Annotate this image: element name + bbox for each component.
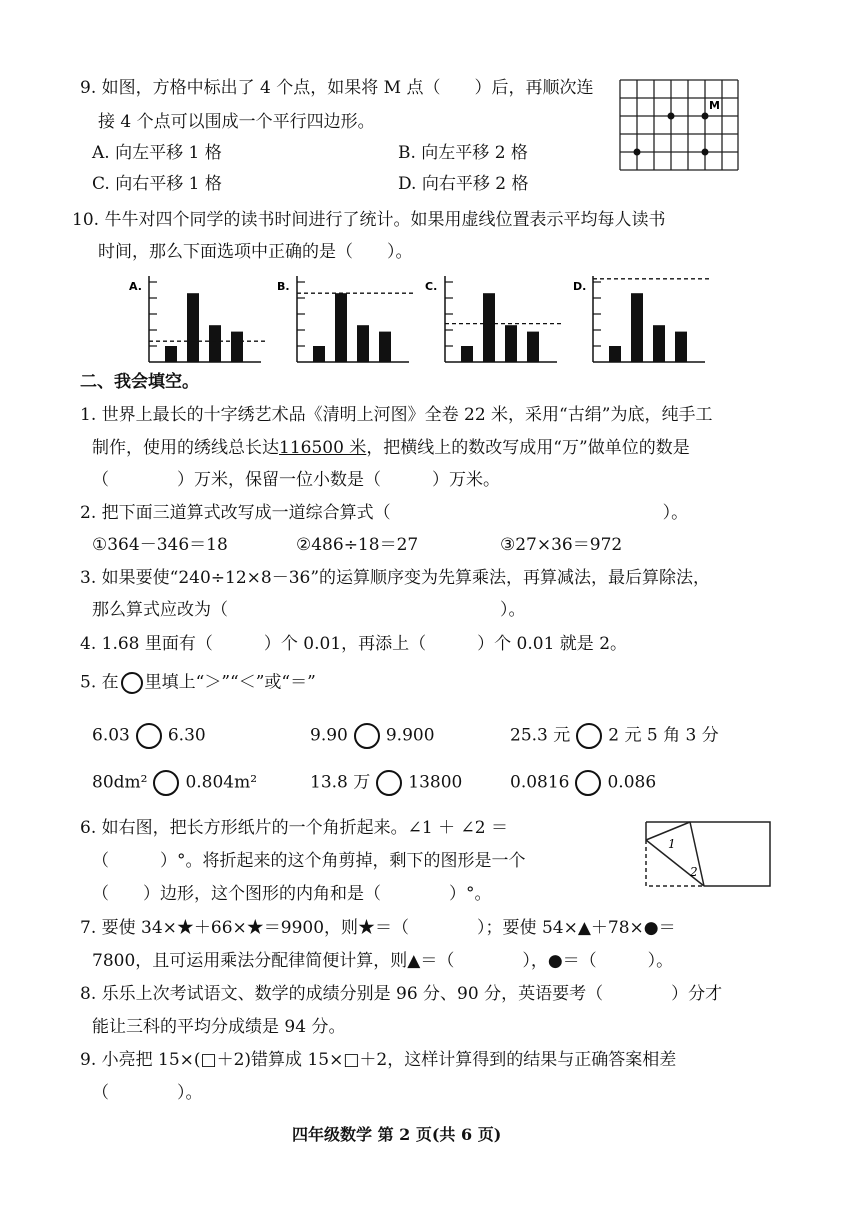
compare-right: 2 元 5 角 3 分 <box>608 725 719 746</box>
compare-right: 13800 <box>408 772 463 793</box>
choice-q9-option-c[interactable]: C. 向右平移 1 格 <box>92 174 222 194</box>
page-footer: 四年级数学 第 2 页(共 6 页) <box>292 1125 502 1144</box>
fill-q9-line1: 9. 小亮把 15×(□＋2)错算成 15×□＋2，这样计算得到的结果与正确答案相差 <box>80 1050 677 1070</box>
choice-q9-option-a[interactable]: A. 向左平移 1 格 <box>92 143 222 163</box>
fill-q4-line1[interactable]: 4. 1.68 里面有（ ）个 0.01，再添上（ ）个 0.01 就是 2。 <box>80 634 628 654</box>
compare-circle[interactable] <box>153 770 179 796</box>
fill-q1-underlined-number: 116500 米 <box>279 438 367 458</box>
fill-q2-expr3: ③27×36＝972 <box>500 535 623 555</box>
fill-q1-line2 <box>92 440 690 457</box>
fill-q2-line1[interactable]: 2. 把下面三道算式改写成一道综合算式（ ）。 <box>80 503 689 523</box>
grid-point <box>634 149 641 156</box>
bar <box>505 325 517 362</box>
fill-q3-line1: 3. 如果要使“240÷12×8－36”的运算顺序变为先算乘法，再算减法，最后算除法， <box>80 568 711 588</box>
angle-1-label: 1 <box>668 837 676 851</box>
bar <box>209 325 221 362</box>
compare-item <box>92 723 206 749</box>
fill-q7-line2[interactable]: 7800，且可运用乘法分配律简便计算，则▲＝（ ），●＝（ ）。 <box>92 951 674 971</box>
fill-q1-text-a: 制作，使用的绣线总长达 <box>92 438 279 458</box>
fill-q8-line1[interactable]: 8. 乐乐上次考试语文、数学的成绩分别是 96 分、90 分，英语要考（ ）分才 <box>80 984 723 1004</box>
bar <box>461 346 473 362</box>
compare-left: 13.8 万 <box>310 772 371 793</box>
fill-q2-expr2: ②486÷18＝27 <box>296 535 419 555</box>
q10-option-label: A. <box>129 280 142 293</box>
choice-q10-line1: 10. 牛牛对四个同学的读书时间进行了统计。如果用虚线位置表示平均每人读书 <box>72 210 666 230</box>
fill-q6-line1: 6. 如右图，把长方形纸片的一个角折起来。∠1 ＋ ∠2 ＝ <box>80 818 508 838</box>
compare-item <box>510 770 656 796</box>
q10-chart-b[interactable] <box>277 276 413 362</box>
fill-q5-post: 里填上“＞”“＜”或“＝” <box>144 672 316 693</box>
choice-q9-option-b[interactable]: B. 向左平移 2 格 <box>398 143 528 163</box>
q10-charts <box>125 270 725 370</box>
compare-item <box>310 770 462 796</box>
compare-right: 9.900 <box>385 725 435 746</box>
fill-q2-expr1: ①364－346＝18 <box>92 535 228 555</box>
bar <box>483 293 495 362</box>
compare-circle[interactable] <box>136 723 162 749</box>
compare-circle[interactable] <box>354 723 380 749</box>
fill-q9-line2[interactable]: （ ）。 <box>92 1083 203 1103</box>
q10-chart-c[interactable] <box>425 276 561 362</box>
compare-left: 9.90 <box>310 725 348 746</box>
compare-circle[interactable] <box>575 770 601 796</box>
compare-right: 0.804m² <box>185 772 258 793</box>
compare-item <box>310 723 435 749</box>
q10-option-label: C. <box>425 280 438 293</box>
fill-q7-line1[interactable]: 7. 要使 34×★＋66×★＝9900，则★＝（ ）；要使 54×▲＋78×●＝ <box>80 918 676 938</box>
fill-q3-line2[interactable]: 那么算式应改为（ ）。 <box>92 600 526 620</box>
compare-circle[interactable] <box>376 770 402 796</box>
q10-option-label: D. <box>573 280 587 293</box>
grid-figure <box>612 70 752 190</box>
bar <box>165 346 177 362</box>
bar <box>231 332 243 362</box>
bar <box>653 325 665 362</box>
fill-q6-line3[interactable]: （ ）边形，这个图形的内角和是（ ）°。 <box>92 884 492 904</box>
bar <box>313 346 325 362</box>
compare-left: 25.3 元 <box>510 725 571 746</box>
fill-q5-pre: 5. 在 <box>80 672 119 693</box>
compare-circle[interactable] <box>576 723 602 749</box>
compare-circle-icon <box>121 672 143 694</box>
bar <box>187 293 199 362</box>
compare-left: 6.03 <box>92 725 130 746</box>
bar <box>335 293 347 362</box>
fill-q1-text-c: ，把横线上的数改写成用“万”做单位的数是 <box>366 438 690 458</box>
bar <box>527 332 539 362</box>
grid-point <box>702 149 709 156</box>
q10-chart-d[interactable] <box>573 276 709 362</box>
choice-q9-line2: 接 4 个点可以围成一个平行四边形。 <box>98 112 375 132</box>
fill-q6-line2[interactable]: （ ）°。将折起来的这个角剪掉，剩下的图形是一个 <box>92 851 526 871</box>
grid-point-m <box>702 113 709 120</box>
bar <box>675 332 687 362</box>
compare-item <box>510 723 719 749</box>
compare-item <box>92 770 257 796</box>
angle-2-label: 2 <box>690 865 698 879</box>
grid-label-m: M <box>709 99 720 112</box>
choice-q9-line1: 9. 如图，方格中标出了 4 个点，如果将 M 点（ ）后，再顺次连 <box>80 78 594 98</box>
q10-chart-a[interactable] <box>129 276 265 362</box>
compare-right: 6.30 <box>167 725 206 746</box>
compare-right: 0.086 <box>607 772 657 793</box>
choice-q10-line2: 时间，那么下面选项中正确的是（ ）。 <box>98 242 413 262</box>
section-heading: 二、我会填空。 <box>80 372 199 392</box>
choice-q9-option-d[interactable]: D. 向右平移 2 格 <box>398 174 529 194</box>
compare-left: 0.0816 <box>510 772 570 793</box>
fill-q1-line1: 1. 世界上最长的十字绣艺术品《清明上河图》全卷 22 米，采用“古绢”为底，纯手工 <box>80 405 713 425</box>
compare-left: 80dm² <box>92 772 148 793</box>
bar <box>357 325 369 362</box>
bar <box>379 332 391 362</box>
q10-option-label: B. <box>277 280 290 293</box>
fill-q1-line3[interactable]: （ ）万米，保留一位小数是（ ）万米。 <box>92 470 500 490</box>
bar <box>609 346 621 362</box>
folded-paper-figure <box>638 812 778 892</box>
bar <box>631 293 643 362</box>
fill-q8-line2: 能让三科的平均分成绩是 94 分。 <box>92 1017 346 1037</box>
fill-q5-instruction <box>80 672 316 694</box>
grid-point <box>668 113 675 120</box>
